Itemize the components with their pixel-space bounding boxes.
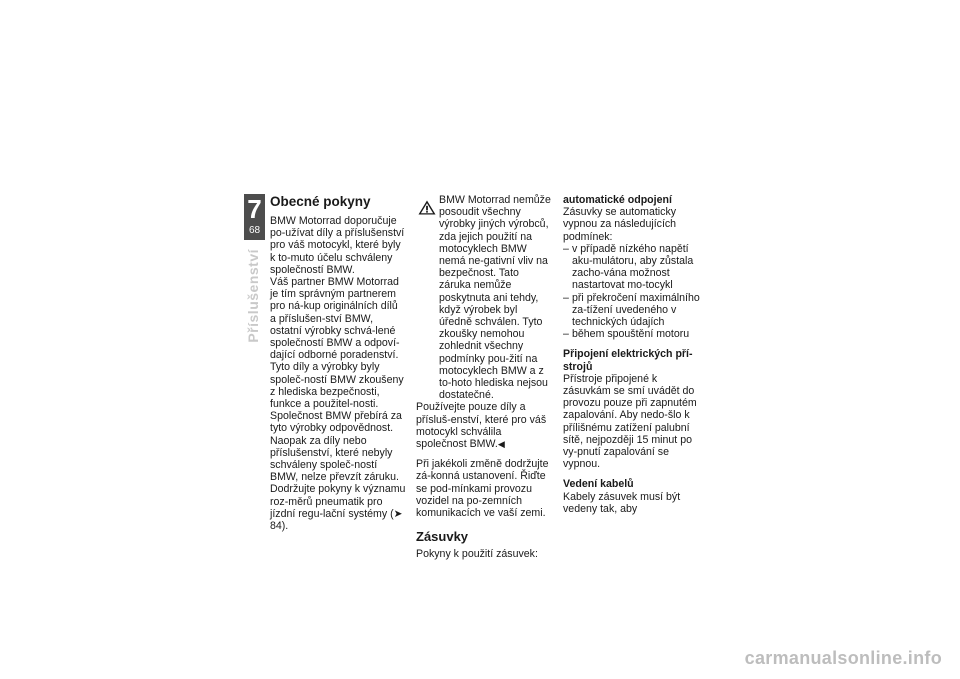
watermark-logo: carmanualsonline.info <box>744 648 942 668</box>
chapter-number: 7 <box>247 194 262 224</box>
paragraph: Kabely zásuvek musí být vedeny tak, aby <box>563 490 681 515</box>
paragraph: Zásuvky se automaticky vypnou za následujících podmínek: <box>563 206 677 243</box>
warning-text: BMW Motorrad nemůže posoudit všechny výrobky jiných výrobců, zda jejich použití na motocyklech BMW nemá ne-gativní vliv na bezpečnost. Tato záruka nemůže poskytnuta ani tehdy, když výrobek byl úředně schválen. Tyto zkoušky nemohou zohlednit všechny podmínky pou-žití na motocyklech BMW a z to-hoto hlediska nejsou dostatečné. <box>439 194 551 402</box>
page-reference[interactable]: 84). <box>270 520 289 533</box>
paragraph <box>416 401 552 450</box>
arrow-reference-icon: ➤ <box>393 507 403 520</box>
list-item: – během spouštění motoru <box>563 328 701 340</box>
paragraph-with-reference: Dodržujte pokyny k významu roz-měrů pneumatik pro jízdní regu-lační systémy (➤ 84). <box>270 483 406 533</box>
chapter-side-label <box>243 249 261 343</box>
warning-block <box>416 194 552 401</box>
paragraph-text: Používejte pouze díly a přísluš-enství, které pro váš motocykl schválila společnost BMW. <box>416 401 547 451</box>
end-mark-icon: ◀ <box>497 439 505 450</box>
chapter-side-label-text: Příslušenství <box>245 249 261 343</box>
paragraph: Naopak za díly nebo příslušenství, které nebyly schváleny společ-ností BMW, nelze převzít záruku. <box>270 434 399 484</box>
subheading-connecting-devices: Připojení elektrických pří-strojů <box>563 348 693 373</box>
paragraph: Při jakékoli změně dodržujte zá-konná ustanovení. Řiďte se pod-mínkami provozu vozidel na po-zemních komunikacích ve vaší zemi. <box>416 458 549 520</box>
paragraph-text: Dodržujte pokyny k významu roz-měrů pneumatik pro jízdní regu-lační systémy <box>270 483 406 520</box>
subheading-cable-routing: Vedení kabelů <box>563 478 634 491</box>
subheading-auto-shutoff: automatické odpojení <box>563 194 672 206</box>
paragraph: Váš partner BMW Motorrad je tím správným partnerem pro ná-kup originálních dílů a příslušen-ství BMW, ostatní výrobky schvá-lené společností BMW a odpoví-dající odborné poradenství. <box>270 276 400 362</box>
column-warning <box>416 194 552 560</box>
section-heading-sockets: Zásuvky <box>416 529 469 545</box>
paragraph: Tyto díly a výrobky byly společ-ností BMW zkoušeny z hlediska bezpečnosti, funkce a použitel-nosti. Společnost BMW přebírá za tyto výrobky odpovědnost. <box>270 361 404 435</box>
condition-list <box>563 243 701 341</box>
list-item: – v případě nízkého napětí aku-mulátoru, aby zůstala zacho-vána možnost nastartovat mo-tocykl <box>563 243 701 292</box>
column-general-notes <box>270 194 406 532</box>
paragraph: BMW Motorrad doporučuje po-užívat díly a příslušenství pro váš motocykl, které byly k to-muto účelu schváleny společností BMW. <box>270 215 405 276</box>
paragraph: Přístroje připojené k zásuvkám se smí uvádět do provozu pouze při zapnutém zapalování. Aby nedo-šlo k přílišnému zatížení palubní sítě, nejpozději 15 minut po vy-pnutí zapalování se vypnou. <box>563 372 697 471</box>
paragraph: Pokyny k použití zásuvek: <box>416 548 538 561</box>
list-item: – při překročení maximálního za-tížení uvedeného v technických údajích <box>563 292 701 329</box>
column-sockets <box>563 194 701 515</box>
warning-triangle-icon <box>418 200 436 215</box>
section-heading-general: Obecné pokyny <box>270 194 371 209</box>
page-number: 68 <box>248 225 261 236</box>
